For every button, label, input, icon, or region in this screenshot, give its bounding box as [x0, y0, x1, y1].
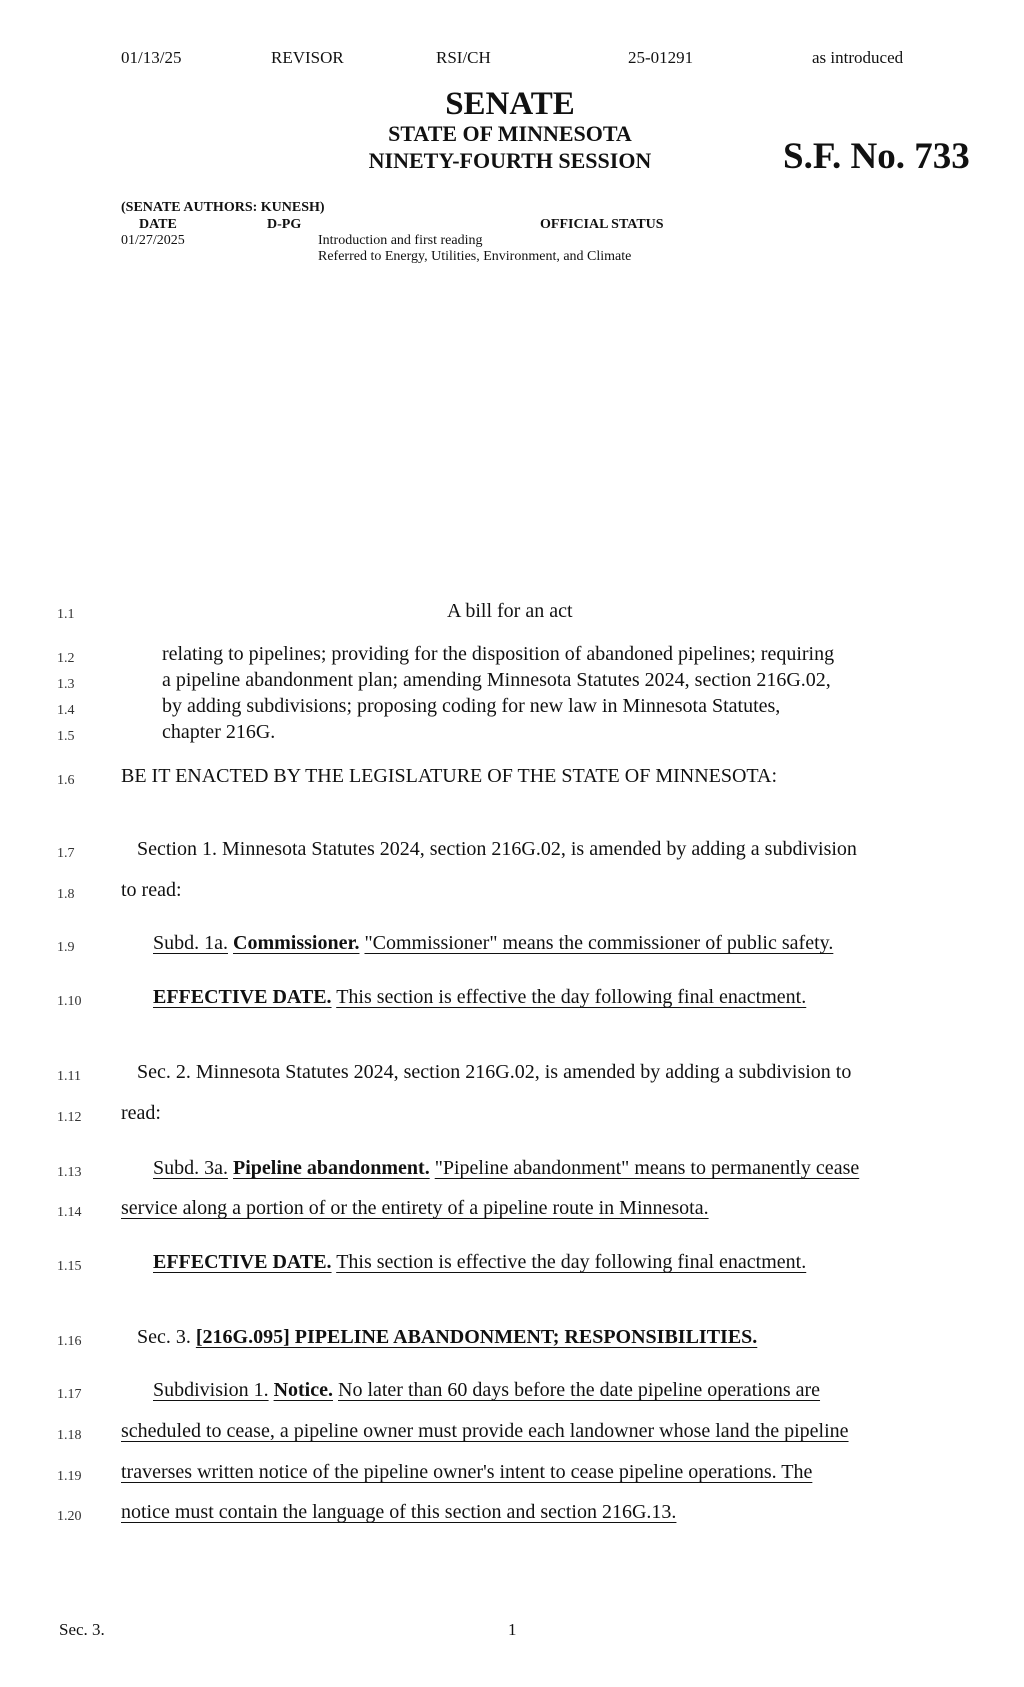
- section-3-subdivision: [153, 1379, 820, 1402]
- line-number: 1.2: [57, 651, 75, 666]
- section-1-subdivision: [153, 932, 833, 955]
- chamber-title: SENATE: [445, 86, 575, 122]
- subdivision-label: Subdivision 1.: [153, 1379, 269, 1401]
- footer-section: Sec. 3.: [59, 1620, 105, 1639]
- subdivision-heading: Notice.: [273, 1379, 333, 1401]
- relating-clause-line: relating to pipelines; providing for the disposition of abandoned pipelines; requiring: [162, 643, 835, 665]
- subdivision-text: scheduled to cease, a pipeline owner must provide each landowner whose land the pipeline: [121, 1420, 849, 1442]
- line-number: 1.18: [57, 1428, 82, 1443]
- section-3-text-line: [121, 1501, 676, 1524]
- subdivision-text: "Pipeline abandonment" means to permanently cease: [434, 1157, 860, 1179]
- section-2-subdivision: [153, 1157, 859, 1180]
- section-heading: [216G.095] PIPELINE ABANDONMENT; RESPONSIBILITIES.: [195, 1326, 758, 1348]
- subdivision-heading: Pipeline abandonment.: [233, 1157, 430, 1179]
- line-number: 1.1: [57, 607, 75, 622]
- section-3-heading-line: [137, 1326, 757, 1349]
- subdivision-text: traverses written notice of the pipeline owner's intent to cease pipeline operations. The: [121, 1461, 813, 1483]
- subdivision-heading: Commissioner.: [233, 932, 360, 954]
- section-label: Sec. 3.: [137, 1326, 191, 1348]
- line-number: 1.7: [57, 846, 75, 861]
- effective-date-text: This section is effective the day following final enactment.: [336, 986, 807, 1008]
- line-number: 1.19: [57, 1469, 82, 1484]
- line-number: 1.15: [57, 1259, 82, 1274]
- line-number: 1.13: [57, 1165, 82, 1180]
- header-version: as introduced: [812, 48, 904, 67]
- effective-date-heading: EFFECTIVE DATE.: [153, 1251, 332, 1273]
- line-number: 1.8: [57, 887, 75, 902]
- subdivision-text: service along a portion of or the entirety of a pipeline route in Minnesota.: [121, 1197, 709, 1219]
- header-drafter: RSI/CH: [436, 48, 491, 67]
- section-1-intro-cont: to read:: [121, 879, 182, 901]
- section-3-text-line: [121, 1420, 849, 1443]
- status-entry-line: Introduction and first reading: [318, 233, 483, 248]
- line-number: 1.16: [57, 1334, 82, 1349]
- section-1-effective-date: [153, 986, 806, 1009]
- effective-date-heading: EFFECTIVE DATE.: [153, 986, 332, 1008]
- bill-number: S.F. No. 733: [783, 136, 970, 177]
- section-2-subdivision-cont: [121, 1197, 709, 1220]
- status-entry-date: 01/27/2025: [121, 233, 185, 248]
- line-number: 1.10: [57, 994, 82, 1009]
- section-2-intro-cont: read:: [121, 1102, 161, 1124]
- page-number: 1: [508, 1620, 517, 1639]
- subdivision-label: Subd. 3a.: [153, 1157, 228, 1179]
- status-col-date: DATE: [139, 217, 177, 232]
- section-2-intro: Sec. 2. Minnesota Statutes 2024, section 216G.02, is amended by adding a subdivision to: [137, 1061, 852, 1083]
- state-title: STATE OF MINNESOTA: [388, 121, 632, 146]
- line-number: 1.9: [57, 940, 75, 955]
- relating-clause-line: by adding subdivisions; proposing coding for new law in Minnesota Statutes,: [162, 695, 781, 717]
- header-file-number: 25-01291: [628, 48, 694, 67]
- line-number: 1.17: [57, 1387, 82, 1402]
- status-col-dpg: D-PG: [267, 217, 302, 232]
- subdivision-text: notice must contain the language of this section and section 216G.13.: [121, 1501, 677, 1523]
- status-entry-line: Referred to Energy, Utilities, Environment, and Climate: [318, 249, 632, 264]
- subdivision-label: Subd. 1a.: [153, 932, 228, 954]
- relating-clause-line: chapter 216G.: [162, 721, 276, 743]
- line-number: 1.5: [57, 729, 75, 744]
- line-number: 1.6: [57, 773, 75, 788]
- subdivision-text: "Commissioner" means the commissioner of public safety.: [364, 932, 834, 954]
- line-number: 1.12: [57, 1110, 82, 1125]
- section-2-effective-date: [153, 1251, 806, 1274]
- senate-authors: (SENATE AUTHORS: KUNESH): [121, 200, 325, 215]
- enacting-clause: BE IT ENACTED BY THE LEGISLATURE OF THE STATE OF MINNESOTA:: [121, 765, 778, 787]
- header-office: REVISOR: [271, 48, 344, 67]
- session-title: NINETY-FOURTH SESSION: [368, 148, 652, 173]
- line-number: 1.11: [57, 1069, 81, 1084]
- header-date: 01/13/25: [121, 48, 182, 67]
- relating-clause-line: a pipeline abandonment plan; amending Minnesota Statutes 2024, section 216G.02,: [162, 669, 831, 691]
- status-col-official: OFFICIAL STATUS: [540, 217, 664, 232]
- line-number: 1.20: [57, 1509, 82, 1524]
- subdivision-text: No later than 60 days before the date pipeline operations are: [338, 1379, 821, 1401]
- line-number: 1.4: [57, 703, 75, 718]
- section-3-text-line: [121, 1461, 812, 1484]
- line-number: 1.14: [57, 1205, 82, 1220]
- act-title: A bill for an act: [447, 600, 573, 622]
- line-number: 1.3: [57, 677, 75, 692]
- section-1-intro: Section 1. Minnesota Statutes 2024, section 216G.02, is amended by adding a subdivision: [137, 838, 857, 860]
- effective-date-text: This section is effective the day following final enactment.: [336, 1251, 807, 1273]
